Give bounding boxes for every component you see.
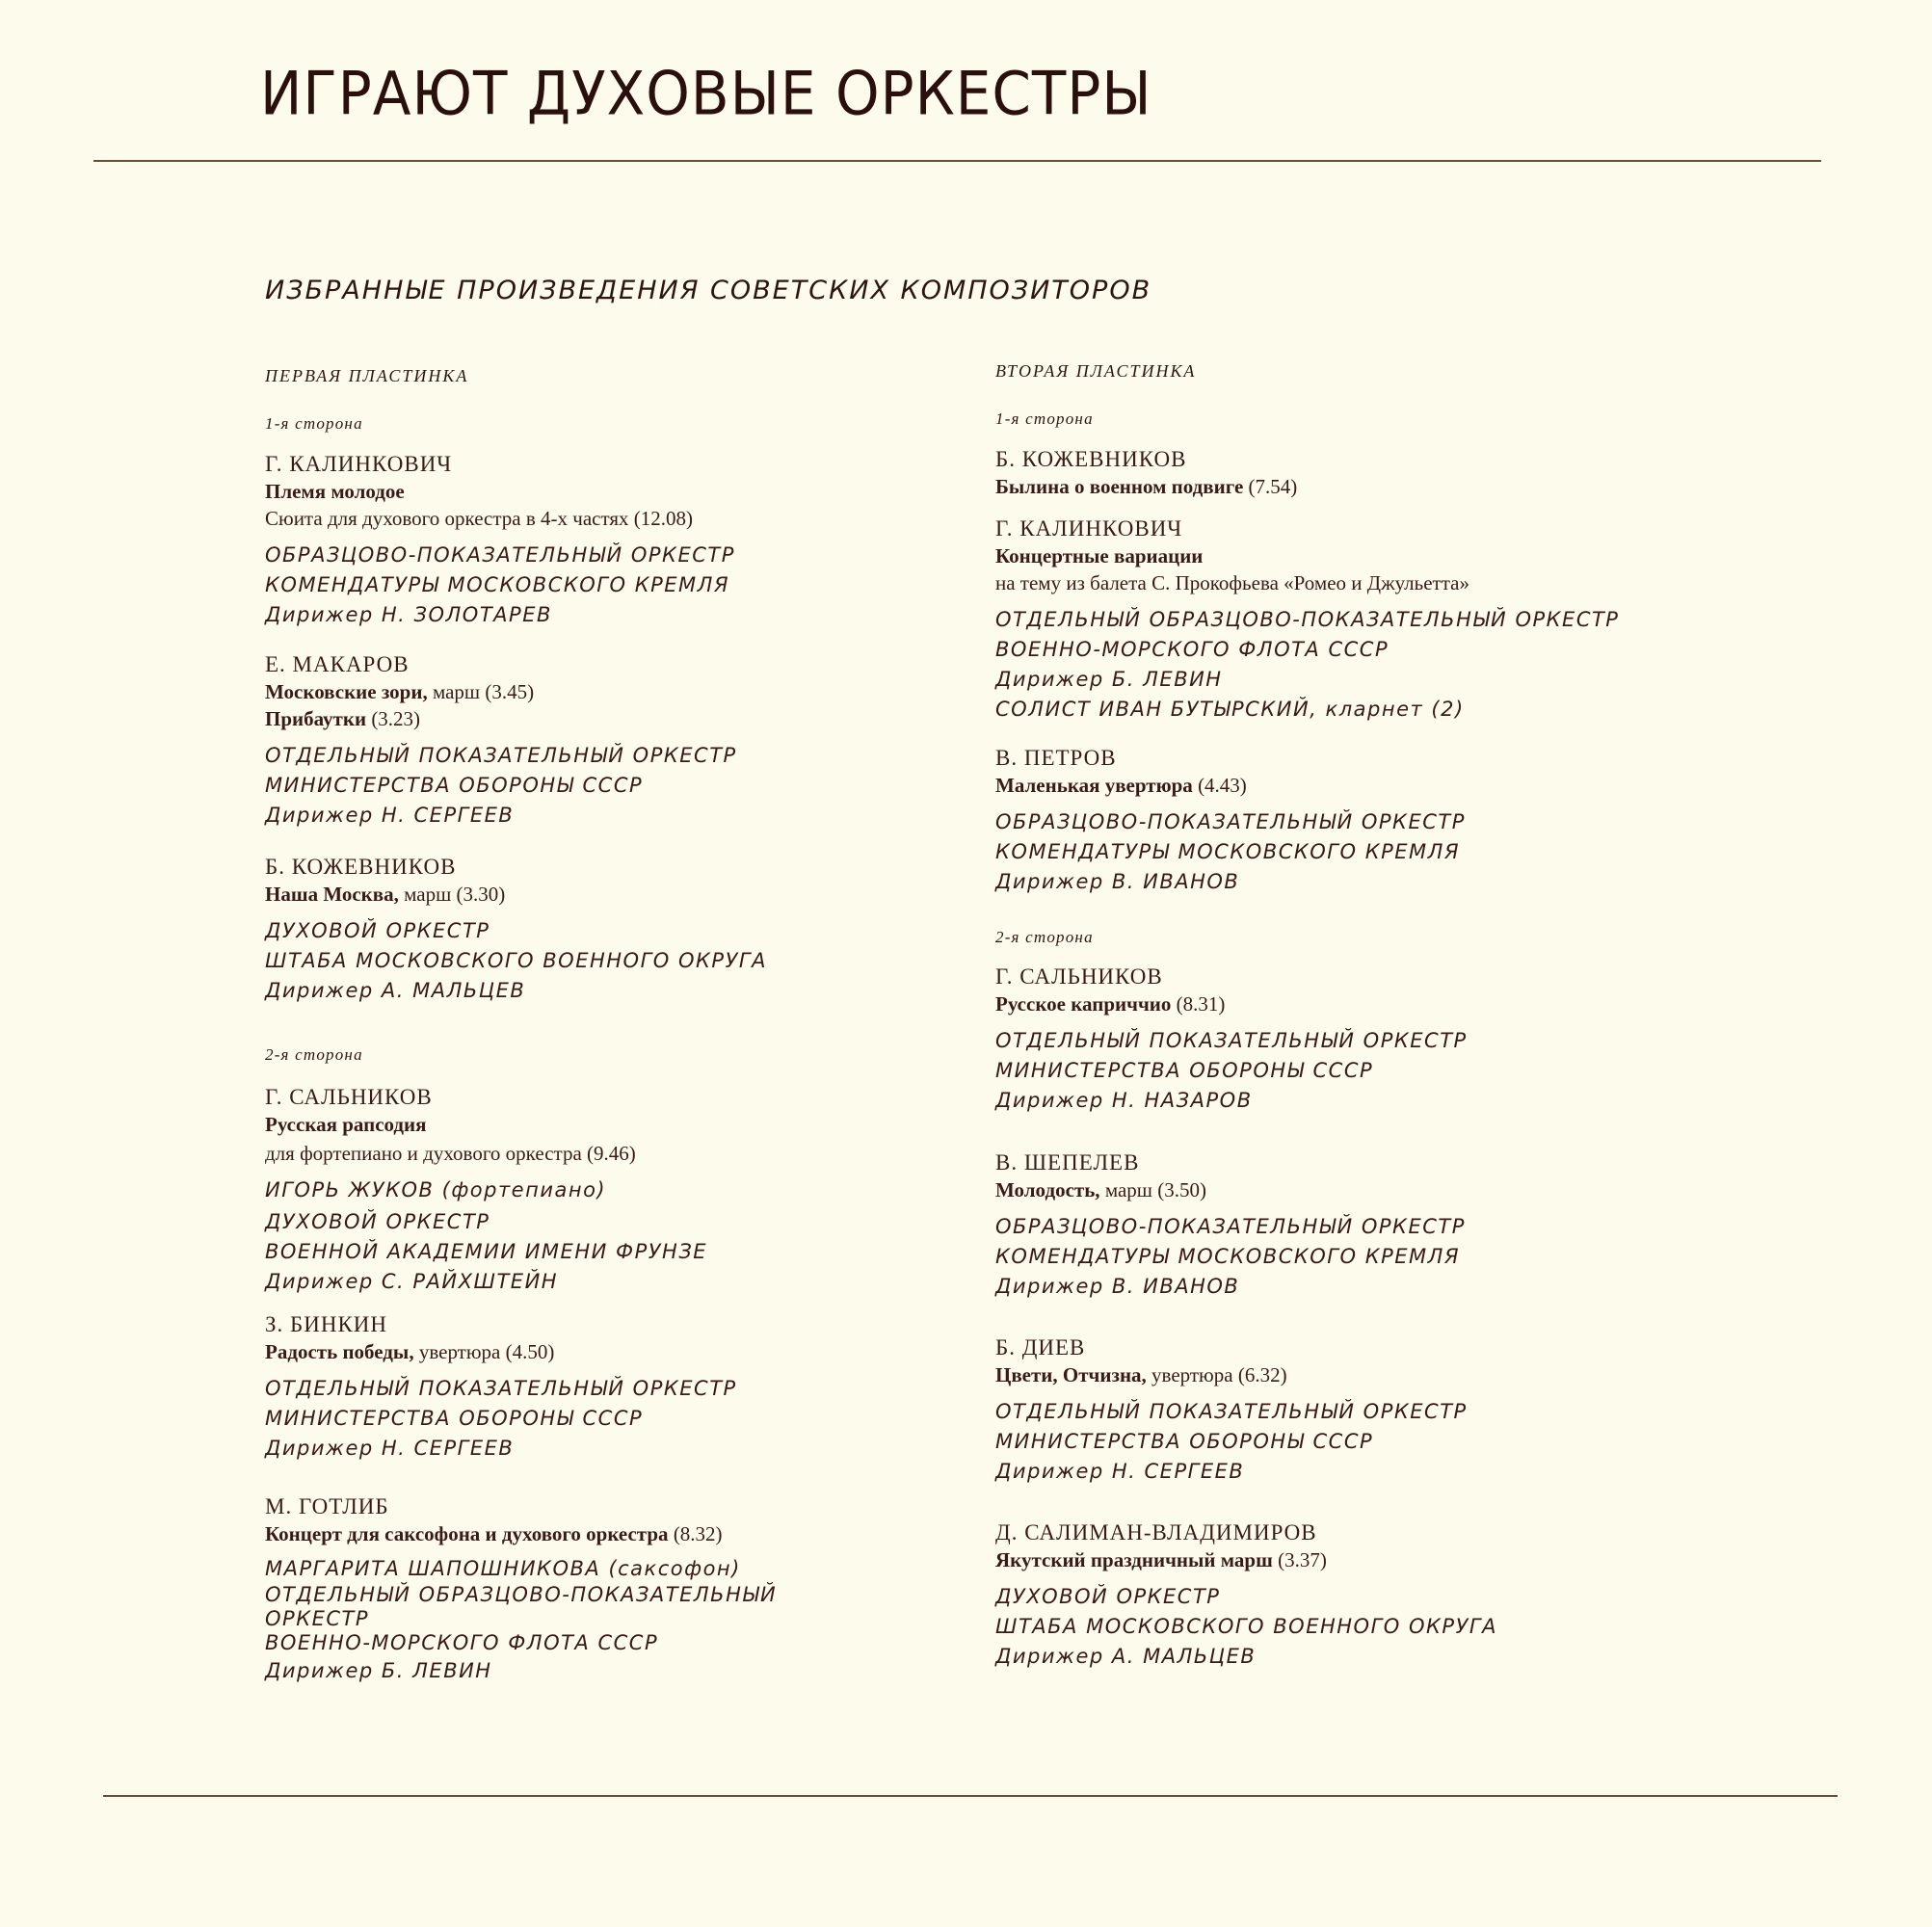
work-detail: марш (3.50) [1099,1178,1206,1201]
work-detail: для фортепиано и духового оркестра (9.46) [265,1142,636,1165]
conductor: Дирижер Н. НАЗАРОВ [995,1089,1253,1112]
work-title: Русское каприччио [995,992,1172,1016]
composer: Б. КОЖЕВНИКОВ [995,447,1187,471]
bottom-divider [103,1795,1838,1797]
performer-line: МИНИСТЕРСТВА ОБОРОНЫ СССР [995,1430,1374,1453]
conductor: Дирижер Н. СЕРГЕЕВ [265,1437,515,1460]
performer-line: ОТДЕЛЬНЫЙ ПОКАЗАТЕЛЬНЫЙ ОРКЕСТР [265,744,737,767]
work-line [995,473,1670,500]
work-title: Радость победы, [265,1340,414,1363]
work-detail: увертюра (4.50) [413,1340,555,1363]
work-line [265,881,940,908]
performer-line: ОБРАЗЦОВО-ПОКАЗАТЕЛЬНЫЙ ОРКЕСТР [995,810,1466,833]
conductor: Дирижер А. МАЛЬЦЕВ [995,1645,1257,1668]
track-entry [995,446,1670,500]
disc1-side1-label: 1-я сторона [265,414,363,433]
top-divider [93,160,1821,162]
performer-line: ВОЕННО-МОРСКОГО ФЛОТА СССР [265,1631,659,1654]
page-title: ИГРАЮТ ДУХОВЫЕ ОРКЕСТРЫ [260,58,1152,129]
track-entry [995,964,1670,1116]
soloist: ИГОРЬ ЖУКОВ (фортепиано) [265,1178,607,1201]
work-line [265,705,940,732]
work-line [995,772,1670,799]
work-detail: (7.54) [1243,475,1298,498]
work-line [265,678,940,705]
work-title: Прибаутки [265,707,367,730]
composer: З. БИНКИН [265,1312,388,1336]
composer: Д. САЛИМАН-ВЛАДИМИРОВ [995,1520,1317,1544]
work-detail: на тему из балета С. Прокофьева «Ромео и Джульетта» [995,571,1469,594]
work-detail: (4.43) [1192,774,1247,797]
composer: М. ГОТЛИБ [265,1494,389,1518]
work-title: Племя молодое [265,480,405,503]
work-line [995,1176,1670,1203]
page-subtitle: ИЗБРАННЫЕ ПРОИЗВЕДЕНИЯ СОВЕТСКИХ КОМПОЗИТОРОВ [265,276,1152,305]
performer-line: ОРКЕСТР [265,1607,370,1630]
work-title-line [265,478,940,505]
track-entry [995,745,1670,897]
composer: Г. КАЛИНКОВИЧ [995,516,1183,541]
performer-line: ШТАБА МОСКОВСКОГО ВОЕННОГО ОКРУГА [265,949,767,972]
track-entry [265,1493,940,1686]
disc1-side2-label: 2-я сторона [265,1045,363,1064]
work-title: Русская рапсодия [265,1113,427,1136]
work-title: Наша Москва, [265,883,399,906]
work-detail: марш (3.30) [398,883,506,906]
work-title: Цвети, Отчизна, [995,1363,1147,1386]
work-detail: увертюра (6.32) [1146,1363,1287,1386]
performer-line: ОТДЕЛЬНЫЙ ОБРАЗЦОВО-ПОКАЗАТЕЛЬНЫЙ ОРКЕСТР [995,608,1620,631]
conductor: Дирижер Н. СЕРГЕЕВ [265,804,515,827]
performer-line: КОМЕНДАТУРЫ МОСКОВСКОГО КРЕМЛЯ [265,573,730,596]
work-title: Былина о военном подвиге [995,475,1244,498]
performer-line: ОТДЕЛЬНЫЙ ОБРАЗЦОВО-ПОКАЗАТЕЛЬНЫЙ [265,1583,778,1606]
track-entry [995,515,1670,725]
conductor: Дирижер Н. ЗОЛОТАРЕВ [265,603,552,626]
performer-line: ДУХОВОЙ ОРКЕСТР [995,1585,1221,1608]
composer: Г. САЛЬНИКОВ [265,1085,433,1109]
work-title: Концертные вариации [995,544,1204,568]
composer: В. ШЕПЕЛЕВ [995,1150,1140,1175]
track-entry [265,451,940,630]
conductor: Дирижер В. ИВАНОВ [995,870,1240,893]
performer-line: ОТДЕЛЬНЫЙ ПОКАЗАТЕЛЬНЫЙ ОРКЕСТР [995,1029,1468,1052]
track-entry [265,1311,940,1464]
track-entry [265,1084,940,1297]
work-line [995,990,1670,1017]
conductor: Дирижер В. ИВАНОВ [995,1275,1240,1298]
performer-line: ВОЕННО-МОРСКОГО ФЛОТА СССР [995,638,1389,661]
soloist: СОЛИСТ ИВАН БУТЫРСКИЙ, кларнет (2) [995,698,1465,721]
work-title: Маленькая увертюра [995,774,1193,797]
composer: Е. МАКАРОВ [265,652,410,676]
track-entry [995,1334,1670,1487]
composer: Б. ДИЕВ [995,1335,1086,1359]
work-detail: (3.23) [366,707,421,730]
work-line [265,1520,940,1547]
performer-line: ОТДЕЛЬНЫЙ ПОКАЗАТЕЛЬНЫЙ ОРКЕСТР [265,1377,737,1400]
performer-line: ШТАБА МОСКОВСКОГО ВОЕННОГО ОКРУГА [995,1615,1497,1638]
work-line [995,1546,1670,1573]
performer-line: ВОЕННОЙ АКАДЕМИИ ИМЕНИ ФРУНЗЕ [265,1240,708,1263]
disc2-side1-label: 1-я сторона [995,409,1094,428]
work-detail: (8.31) [1171,992,1226,1016]
performer-line: ОБРАЗЦОВО-ПОКАЗАТЕЛЬНЫЙ ОРКЕСТР [265,543,735,567]
performer-line: КОМЕНДАТУРЫ МОСКОВСКОГО КРЕМЛЯ [995,1245,1461,1268]
conductor: Дирижер Б. ЛЕВИН [995,668,1223,691]
track-entry [995,1149,1670,1302]
conductor: Дирижер С. РАЙХШТЕЙН [265,1270,559,1293]
work-line [265,1338,940,1365]
work-title-line [265,1111,940,1138]
performer-line: КОМЕНДАТУРЫ МОСКОВСКОГО КРЕМЛЯ [995,840,1461,863]
performer-line: ОТДЕЛЬНЫЙ ПОКАЗАТЕЛЬНЫЙ ОРКЕСТР [995,1400,1468,1423]
composer: Б. КОЖЕВНИКОВ [265,855,457,879]
track-entry [265,854,940,1006]
conductor: Дирижер Б. ЛЕВИН [265,1659,492,1682]
work-detail: (3.37) [1272,1548,1327,1571]
performer-line: МИНИСТЕРСТВА ОБОРОНЫ СССР [995,1059,1374,1082]
work-title: Молодость, [995,1178,1100,1201]
conductor: Дирижер Н. СЕРГЕЕВ [995,1460,1245,1483]
composer: В. ПЕТРОВ [995,746,1117,770]
work-detail: (8.32) [668,1522,723,1545]
performer-line: ОБРАЗЦОВО-ПОКАЗАТЕЛЬНЫЙ ОРКЕСТР [995,1215,1466,1238]
disc2-label: ВТОРАЯ ПЛАСТИНКА [995,361,1197,381]
work-detail: марш (3.45) [427,680,535,703]
performer-line: ДУХОВОЙ ОРКЕСТР [265,1210,490,1233]
track-entry [995,1519,1670,1672]
soloist: МАРГАРИТА ШАПОШНИКОВА (саксофон) [265,1557,741,1580]
work-title: Московские зори, [265,680,428,703]
work-title-line [995,542,1670,569]
work-title: Якутский праздничный марш [995,1548,1273,1571]
performer-line: МИНИСТЕРСТВА ОБОРОНЫ СССР [265,1407,644,1430]
composer: Г. КАЛИНКОВИЧ [265,452,453,476]
conductor: Дирижер А. МАЛЬЦЕВ [265,979,526,1002]
track-entry [265,651,940,831]
work-detail: Сюита для духового оркестра в 4-х частях (12.08) [265,507,694,530]
disc2-side2-label: 2-я сторона [995,928,1094,946]
disc1-label: ПЕРВАЯ ПЛАСТИНКА [265,366,469,385]
performer-line: ДУХОВОЙ ОРКЕСТР [265,919,490,942]
work-title: Концерт для саксофона и духового оркестра [265,1522,669,1545]
performer-line: МИНИСТЕРСТВА ОБОРОНЫ СССР [265,774,644,797]
composer: Г. САЛЬНИКОВ [995,964,1163,989]
work-line [995,1361,1670,1388]
